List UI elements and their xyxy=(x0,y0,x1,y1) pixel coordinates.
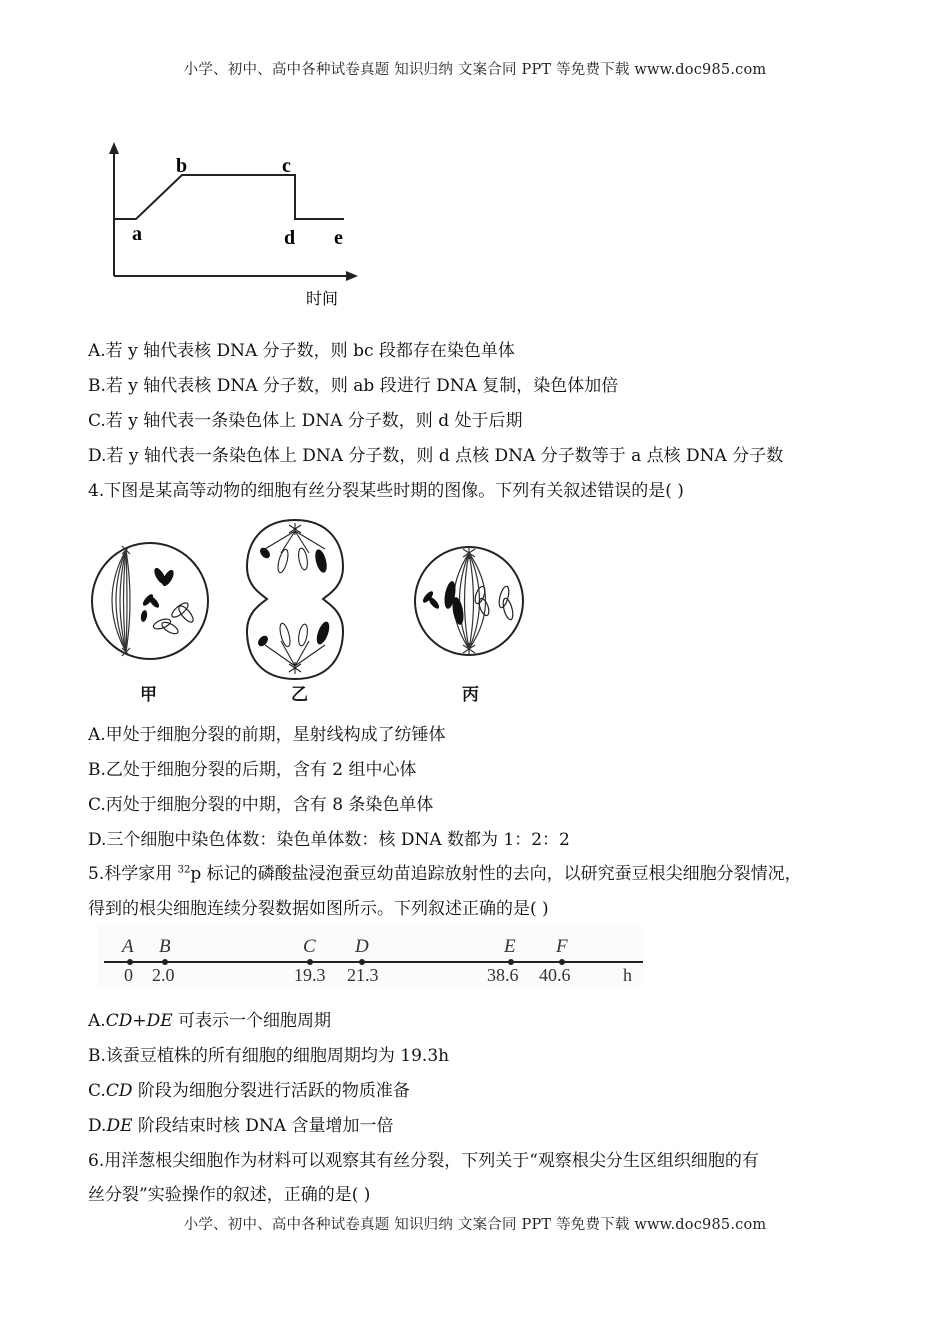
y-axis-arrow xyxy=(109,142,119,154)
q6-stem-line1: 6.用洋葱根尖细胞作为材料可以观察其有丝分裂，下列关于“观察根尖分生区组织细胞的有 xyxy=(88,1151,759,1171)
point-e: e xyxy=(334,227,343,249)
point-a: a xyxy=(132,223,142,245)
timeline-letter-e: E xyxy=(504,936,516,957)
timeline-letter-c: C xyxy=(303,936,316,957)
timeline-letter-d: D xyxy=(355,936,369,957)
q3-option-b: B.若 y 轴代表核 DNA 分子数，则 ab 段进行 DNA 复制，染色体加倍 xyxy=(88,376,619,396)
cell-yi xyxy=(243,517,348,682)
timeline-letter-b: B xyxy=(159,936,171,957)
timeline-value-a: 0 xyxy=(124,965,133,985)
cell-jia xyxy=(88,540,218,665)
q3-option-a: A.若 y 轴代表核 DNA 分子数，则 bc 段都存在染色单体 xyxy=(88,341,515,361)
timeline-letter-a: A xyxy=(122,936,134,957)
cell-label-bing: 丙 xyxy=(462,685,479,705)
x-axis-arrow xyxy=(346,271,358,281)
x-axis-label: 时间 xyxy=(306,289,339,308)
timeline-letter-f: F xyxy=(556,936,568,957)
dna-graph xyxy=(100,140,370,310)
q5-stem-line2: 得到的根尖细胞连续分裂数据如图所示。下列叙述正确的是( ) xyxy=(88,899,549,919)
cell-label-jia: 甲 xyxy=(140,685,157,705)
q5-stem-line1: 5.科学家用 $^{32}$p 标记的磷酸盐浸泡蚕豆幼苗追踪放射性的去向，以研究蚕豆根尖细胞分裂情况， xyxy=(88,864,802,884)
point-c: c xyxy=(282,155,291,177)
q4-stem: 4.下图是某高等动物的细胞有丝分裂某些时期的图像。下列有关叙述错误的是( ) xyxy=(88,481,684,501)
timeline-value-e: 38.6 xyxy=(487,965,519,985)
q5-option-a: A.CD+DE 可表示一个细胞周期 xyxy=(88,1011,332,1031)
cell-cycle-timeline xyxy=(98,926,648,988)
timeline-value-c: 19.3 xyxy=(294,965,326,985)
point-d: d xyxy=(284,227,296,249)
q4-option-b: B.乙处于细胞分裂的后期，含有 2 组中心体 xyxy=(88,760,417,780)
q5-option-c: C.CD 阶段为细胞分裂进行活跃的物质准备 xyxy=(88,1081,410,1101)
q4-option-d: D.三个细胞中染色体数：染色单体数：核 DNA 数都为 1：2：2 xyxy=(88,830,570,850)
q3-option-d: D.若 y 轴代表一条染色体上 DNA 分子数，则 d 点核 DNA 分子数等于 a 点核 DNA 分子数 xyxy=(88,446,784,466)
cell-label-yi: 乙 xyxy=(291,685,308,705)
curve xyxy=(114,175,344,219)
q5-option-d: D.DE 阶段结束时核 DNA 含量增加一倍 xyxy=(88,1116,394,1136)
page-header: 小学、初中、高中各种试卷真题 知识归纳 文案合同 PPT 等免费下载 www.doc985.com xyxy=(183,62,767,78)
q4-option-a: A.甲处于细胞分裂的前期，星射线构成了纺锤体 xyxy=(88,725,446,745)
page-footer: 小学、初中、高中各种试卷真题 知识归纳 文案合同 PPT 等免费下载 www.doc985.com xyxy=(183,1217,767,1233)
q3-option-c: C.若 y 轴代表一条染色体上 DNA 分子数，则 d 处于后期 xyxy=(88,411,523,431)
q6-stem-line2: 丝分裂”实验操作的叙述，正确的是( ) xyxy=(88,1185,371,1205)
q4-option-c: C.丙处于细胞分裂的中期，含有 8 条染色单体 xyxy=(88,795,434,815)
timeline-unit: h xyxy=(623,965,632,985)
timeline-value-b: 2.0 xyxy=(152,965,175,985)
cell-bing xyxy=(408,543,533,658)
q5-option-b: B.该蚕豆植株的所有细胞的细胞周期均为 19.3h xyxy=(88,1046,450,1066)
point-b: b xyxy=(176,155,188,177)
timeline-value-f: 40.6 xyxy=(539,965,571,985)
timeline-value-d: 21.3 xyxy=(347,965,379,985)
